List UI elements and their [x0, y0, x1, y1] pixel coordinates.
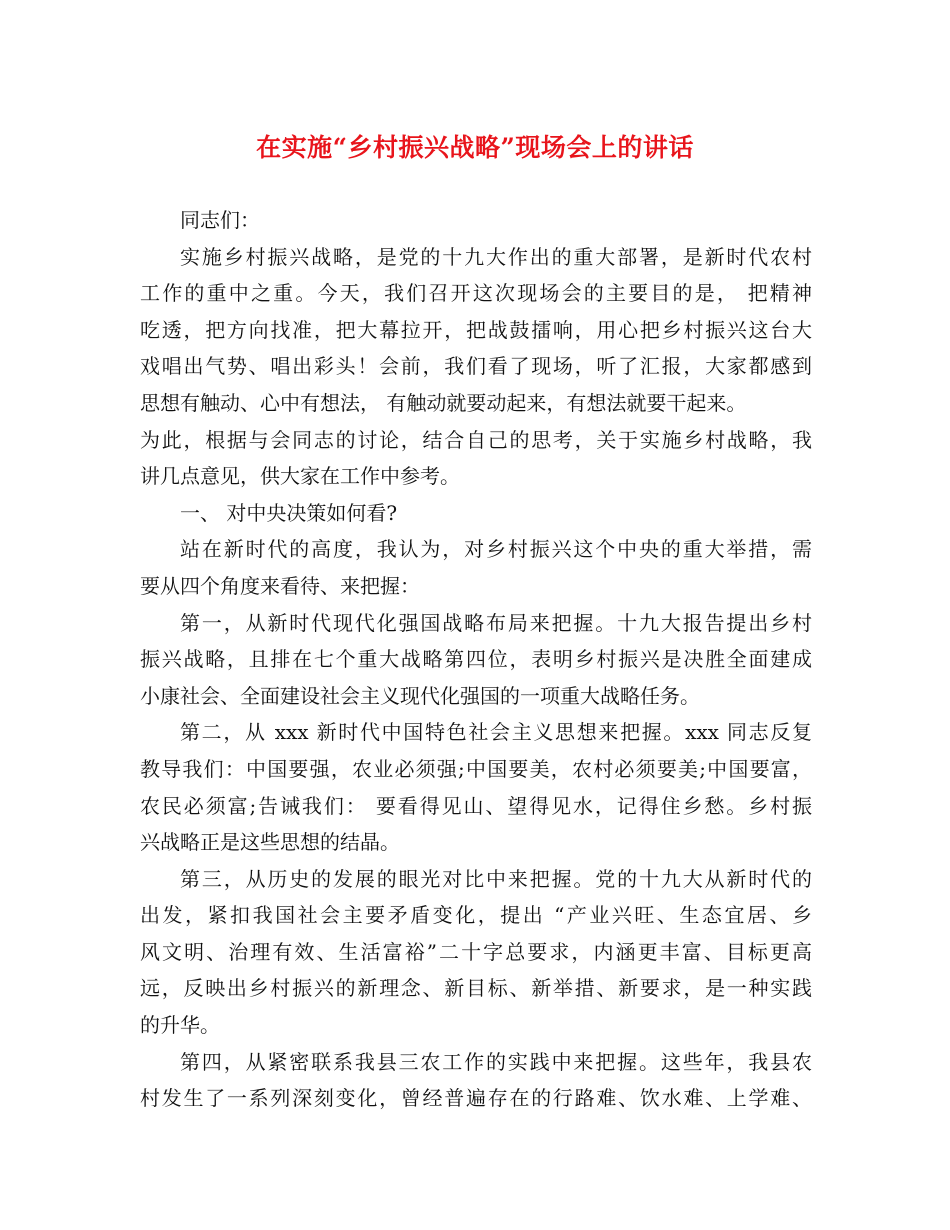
- paragraph-line: 风文明、治理有效、生活富裕”二十字总要求，内涵更丰富、目标更高: [140, 939, 812, 964]
- paragraph-line: 村发生了一系列深刻变化，曾经普遍存在的行路难、饮水难、上学难、: [140, 1086, 812, 1111]
- paragraph-line: 思想有触动、心中有想法， 有触动就要动起来，有想法就要干起来。: [140, 390, 747, 415]
- paragraph-line: 讲几点意见，供大家在工作中参考。: [140, 464, 460, 489]
- salutation-line: 同志们：: [180, 208, 260, 232]
- paragraph-line: 要从四个角度来看待、来把握：: [140, 573, 420, 598]
- paragraph-line: 工作的重中之重。今天，我们召开这次现场会的主要目的是， 把精神: [140, 281, 812, 306]
- paragraph-line: 站在新时代的高度，我认为，对乡村振兴这个中央的重大举措，需: [180, 537, 812, 562]
- paragraph-line: 小康社会、全面建设社会主义现代化强国的一项重大战略任务。: [140, 683, 700, 708]
- paragraph-line: 第一，从新时代现代化强国战略布局来把握。十九大报告提出乡村: [180, 610, 812, 635]
- paragraph-line: 第三，从历史的发展的眼光对比中来把握。党的十九大从新时代的: [180, 866, 812, 891]
- paragraph-line: 出发，紧扣我国社会主要矛盾变化，提出 “产业兴旺、生态宜居、乡: [140, 903, 812, 928]
- document-body: [140, 202, 812, 1117]
- paragraph-line: 教导我们：中国要强，农业必须强;中国要美，农村必须要美;中国要富，: [140, 756, 812, 781]
- paragraph-line: 振兴战略，且排在七个重大战略第四位，表明乡村振兴是决胜全面建成: [140, 647, 812, 672]
- section-heading: 一、 对中央决策如何看?: [180, 500, 398, 525]
- paragraph-line: 第二，从 xxx 新时代中国特色社会主义思想来把握。xxx 同志反复: [180, 720, 812, 745]
- paragraph-line: 为此，根据与会同志的讨论，结合自己的思考，关于实施乡村战略，我: [140, 427, 812, 452]
- document-title: 在实施“乡村振兴战略”现场会上的讲话: [256, 133, 694, 162]
- paragraph-line: 吃透，把方向找准，把大幕拉开，把战鼓擂响，用心把乡村振兴这台大: [140, 317, 812, 342]
- paragraph-line: 戏唱出气势、唱出彩头！会前，我们看了现场，听了汇报，大家都感到: [140, 354, 812, 379]
- paragraph-line: 实施乡村振兴战略，是党的十九大作出的重大部署，是新时代农村: [180, 244, 812, 269]
- paragraph-line: 远，反映出乡村振兴的新理念、新目标、新举措、新要求，是一种实践: [140, 976, 812, 1001]
- paragraph-line: 第四，从紧密联系我县三农工作的实践中来把握。这些年，我县农: [180, 1049, 812, 1074]
- paragraph-line: 农民必须富;告诫我们： 要看得见山、望得见水，记得住乡愁。乡村振: [140, 793, 812, 818]
- paragraph-line: 的升华。: [140, 1013, 220, 1038]
- paragraph-line: 兴战略正是这些思想的结晶。: [140, 830, 400, 855]
